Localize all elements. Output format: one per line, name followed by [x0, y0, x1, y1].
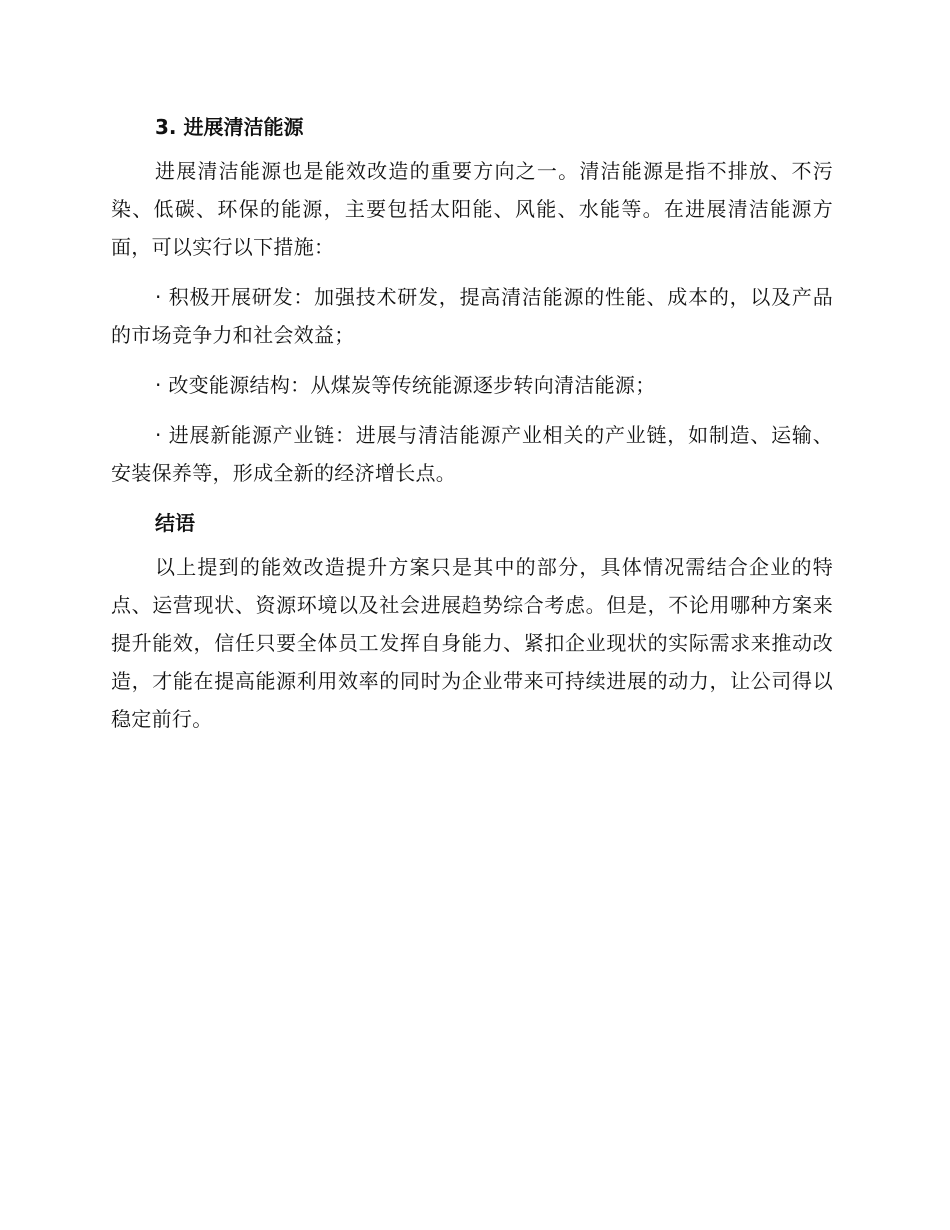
conclusion-paragraph: 以上提到的能效改造提升方案只是其中的部分，具体情况需结合企业的特点、运营现状、资源环境以及社会进展趋势综合考虑。但是，不论用哪种方案来提升能效，信任只要全体员工发挥自身能力、紧扣企业现状的实际需求来推动改造，才能在提高能源利用效率的同时为企业带来可持续进展的动力，让公司得以稳定前行。	[111, 555, 833, 731]
document-page	[111, 108, 833, 750]
conclusion-heading: 结语	[155, 511, 195, 535]
bullet-item-industry-chain: · 进展新能源产业链：进展与清洁能源产业相关的产业链，如制造、运输、安装保养等，形成全新的经济增长点。	[111, 423, 833, 485]
bullet-item-energy-structure: · 改变能源结构：从煤炭等传统能源逐步转向清洁能源；	[155, 373, 656, 397]
section-heading: 3. 进展清洁能源	[155, 115, 304, 139]
section-intro-paragraph: 进展清洁能源也是能效改造的重要方向之一。清洁能源是指不排放、不污染、低碳、环保的能源，主要包括太阳能、风能、水能等。在进展清洁能源方面，可以实行以下措施：	[111, 159, 833, 259]
bullet-item-research: · 积极开展研发：加强技术研发，提高清洁能源的性能、成本的，以及产品的市场竞争力和社会效益；	[111, 285, 833, 347]
